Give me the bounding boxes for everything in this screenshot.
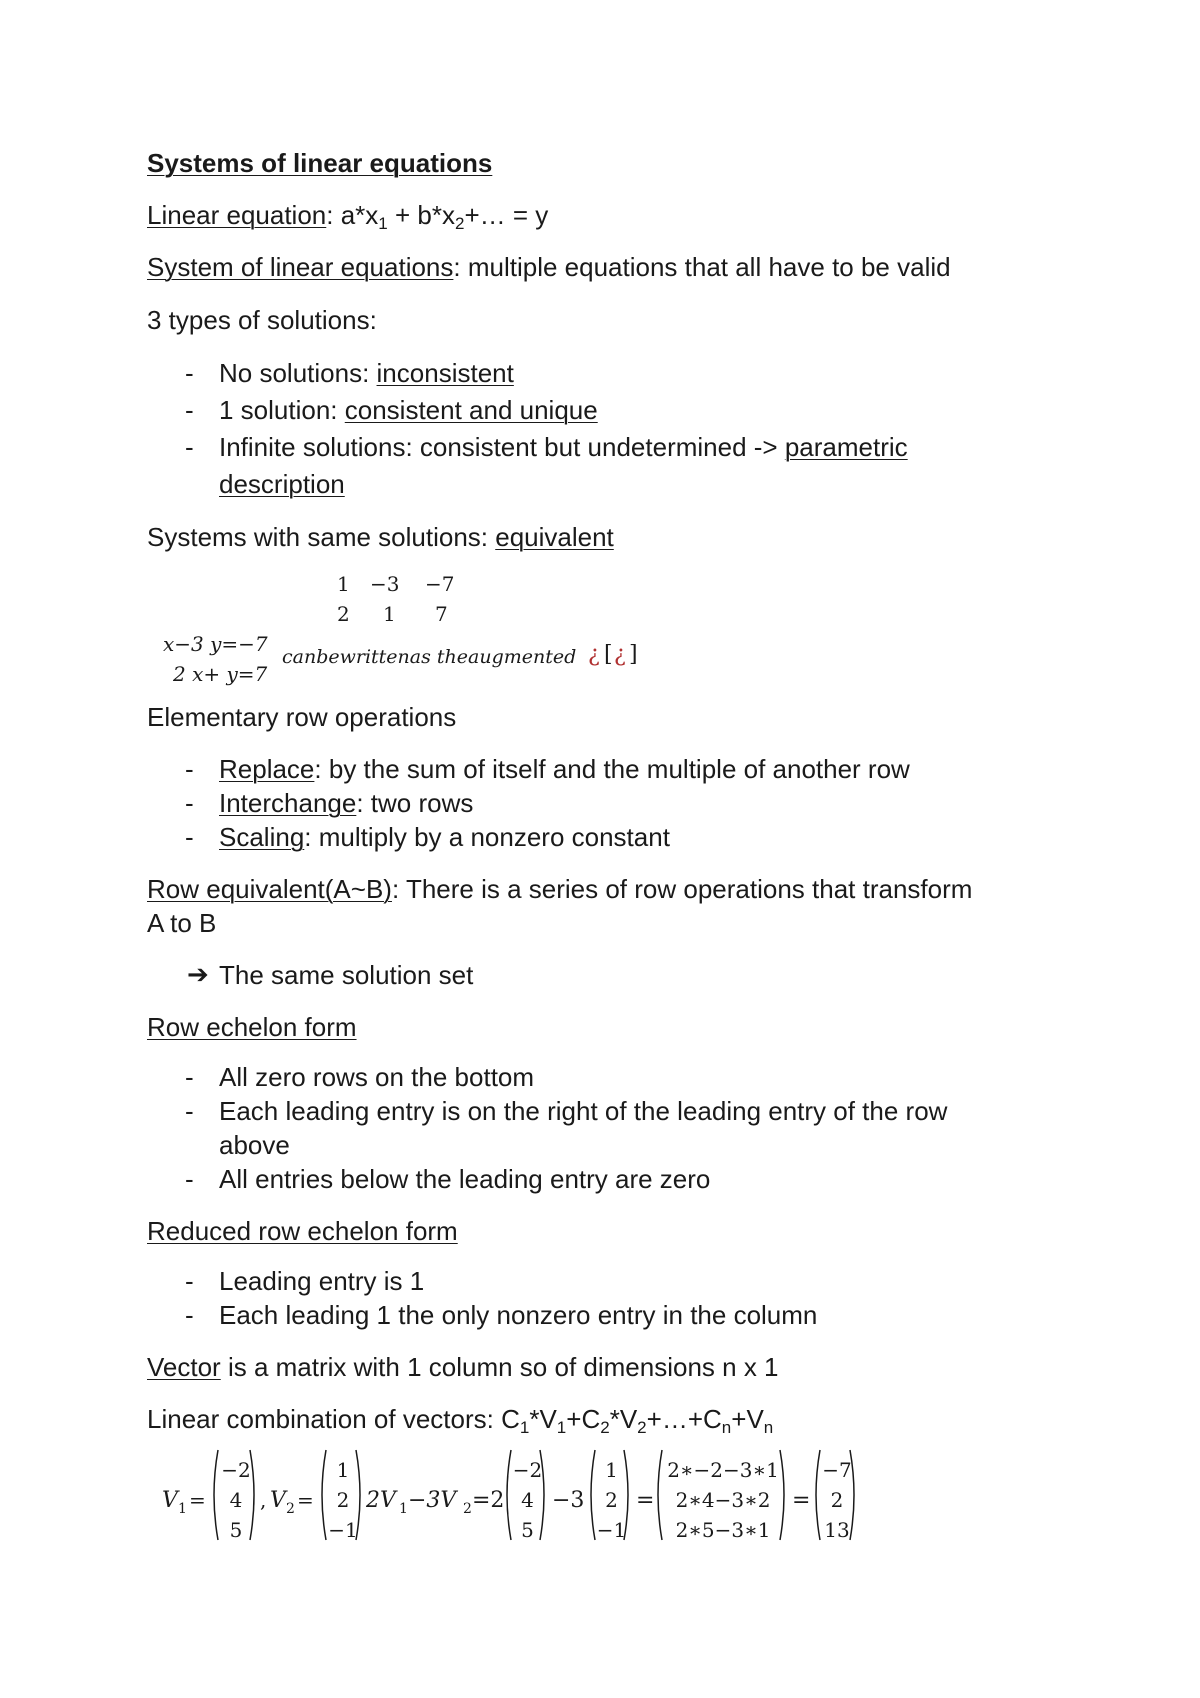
vector-cell: −7 <box>822 1458 852 1482</box>
vector-cell: 5 <box>521 1518 534 1542</box>
list-dash: - <box>185 1164 194 1194</box>
linear-equation-term: Linear equation <box>147 200 327 230</box>
right-paren <box>780 1450 784 1540</box>
list-item-text: All entries below the leading entry are zero <box>219 1164 711 1194</box>
comma: , <box>260 1488 267 1512</box>
list-item-text: All zero rows on the bottom <box>219 1062 535 1092</box>
page-title: Systems of linear equations <box>147 148 493 178</box>
subscript: n <box>721 1418 732 1437</box>
matrix-cell: 1 <box>383 602 396 626</box>
list-dash: - <box>185 1300 194 1330</box>
list-item-text: No solutions: <box>219 358 377 388</box>
vector-cell: 13 <box>824 1518 850 1542</box>
subscript: 1 <box>519 1418 530 1437</box>
list-item-term: Interchange <box>219 788 357 818</box>
vector-cell: −2 <box>512 1458 543 1482</box>
vector-cell: 2∗4−3∗2 <box>675 1488 771 1512</box>
left-paren <box>591 1450 595 1540</box>
vector-cell: −1 <box>328 1518 358 1542</box>
linear-equation-text: : a*x <box>326 200 379 230</box>
subscript: 1 <box>378 214 388 233</box>
list-item-text: Each leading 1 the only nonzero entry in the column <box>219 1300 818 1330</box>
equals-sign: = <box>636 1488 655 1513</box>
list-item-term: Replace <box>219 754 315 784</box>
subscript: 2 <box>600 1418 610 1437</box>
list-item-term: Scaling <box>219 822 305 852</box>
linear-combination <box>147 1404 774 1437</box>
expression: −3V <box>408 1488 457 1513</box>
lincomb-text: +…+C <box>646 1404 722 1434</box>
rref-heading: Reduced row echelon form <box>147 1216 458 1246</box>
subscript: 2 <box>286 1501 295 1517</box>
list-dash: - <box>185 822 194 852</box>
list-item-text: : by the sum of itself and the multiple of another row <box>314 754 910 784</box>
ref-heading: Row echelon form <box>147 1012 357 1042</box>
matrix-cell: −3 <box>370 572 400 596</box>
row-equivalent-definition <box>147 874 972 904</box>
list-item-term: description <box>219 469 345 499</box>
vector-definition <box>147 1352 779 1382</box>
vector-cell: 4 <box>229 1488 243 1512</box>
left-paren <box>214 1450 218 1540</box>
list-dash: - <box>185 788 194 818</box>
list-item-text: 1 solution: <box>219 395 345 425</box>
subscript: 2 <box>637 1418 647 1437</box>
linear-equation-text: +… = y <box>464 200 549 230</box>
vector-example <box>0 1440 1200 1570</box>
equivalent-term: equivalent <box>495 522 614 552</box>
expression: =2 <box>472 1488 505 1513</box>
list-dash: - <box>185 1062 194 1092</box>
arrow-icon: ➔ <box>187 960 209 990</box>
row-equivalent-term: Row equivalent(A~B) <box>147 874 392 904</box>
system-definition <box>147 252 951 282</box>
subscript: 1 <box>556 1418 567 1437</box>
list-dash: - <box>185 1266 194 1296</box>
list-item-text: Each leading entry is on the right of the leading entry of the row <box>219 1096 948 1126</box>
list-item-term: inconsistent <box>376 358 514 388</box>
augmented-note: canbewrittenas theaugmented <box>282 646 577 668</box>
system-term: System of linear equations <box>147 252 454 282</box>
subscript: 1 <box>399 1501 408 1517</box>
symbol: ¿ <box>588 642 600 667</box>
types-heading: 3 types of solutions: <box>147 305 377 335</box>
list-dash: - <box>185 432 194 462</box>
equals-sign: = <box>189 1488 206 1512</box>
vector-cell: 2 <box>830 1488 844 1512</box>
symbol: ¿ <box>614 642 626 667</box>
vector-cell: 2∗−2−3∗1 <box>667 1458 779 1482</box>
symbol: [ <box>604 642 613 667</box>
equals-sign: = <box>297 1488 314 1512</box>
ero-heading: Elementary row operations <box>147 702 457 732</box>
vector-cell: 2∗5−3∗1 <box>675 1518 771 1542</box>
left-paren <box>658 1450 662 1540</box>
lincomb-text: Linear combination of vectors: C <box>147 1404 520 1434</box>
subscript: 2 <box>454 214 465 233</box>
list-item-term: parametric <box>784 432 908 462</box>
vector-cell: 1 <box>605 1458 618 1482</box>
row-equivalent-text: : There is a series of row operations that transform <box>391 874 973 904</box>
equivalent-definition <box>147 522 614 552</box>
vector-label: V <box>162 1488 178 1513</box>
list-dash: - <box>185 754 194 784</box>
subscript: n <box>763 1418 774 1437</box>
list-item-text: : two rows <box>356 788 474 818</box>
subscript: 1 <box>178 1501 187 1517</box>
arrow-item-text: The same solution set <box>219 960 474 990</box>
list-item-text: above <box>219 1130 290 1160</box>
list-item-text: : multiply by a nonzero constant <box>304 822 670 852</box>
list-item-text: Leading entry is 1 <box>219 1266 425 1296</box>
vector-cell: 2 <box>336 1488 350 1512</box>
list-item-term: consistent and unique <box>344 395 598 425</box>
lincomb-text: +V <box>731 1404 764 1434</box>
vector-text: is a matrix with 1 column so of dimensions n x 1 <box>220 1352 779 1382</box>
lincomb-text: *V <box>529 1404 557 1434</box>
symbol: ] <box>629 642 638 667</box>
row-equivalent-line2: A to B <box>147 908 217 938</box>
left-paren <box>322 1450 326 1540</box>
equation: 2 x+ y=7 <box>173 662 268 686</box>
matrix-cell: 1 <box>337 572 350 596</box>
linear-equation-text: + b*x <box>387 200 455 230</box>
vector-cell: −1 <box>596 1518 627 1542</box>
lincomb-text: *V <box>609 1404 638 1434</box>
vector-cell: 2 <box>605 1488 618 1512</box>
list-item-text: Infinite solutions: consistent but undetermined -> <box>219 432 785 462</box>
equivalent-text: Systems with same solutions: <box>147 522 496 552</box>
left-paren <box>507 1450 511 1540</box>
system-text: : multiple equations that all have to be valid <box>453 252 951 282</box>
list-dash: - <box>185 395 194 425</box>
equation: x−3 y=−7 <box>163 632 268 656</box>
vector-cell: 5 <box>229 1518 243 1542</box>
subscript: 2 <box>463 1501 472 1517</box>
coefficient: −3 <box>552 1488 585 1513</box>
list-dash: - <box>185 1096 194 1126</box>
linear-equation-definition <box>147 200 549 233</box>
vector-term: Vector <box>147 1352 221 1382</box>
matrix-cell: 7 <box>435 602 448 626</box>
lincomb-text: +C <box>566 1404 601 1434</box>
matrix-cell: 2 <box>337 602 350 626</box>
vector-cell: 4 <box>521 1488 534 1512</box>
list-dash: - <box>185 358 194 388</box>
left-paren <box>816 1450 820 1540</box>
matrix-cell: −7 <box>425 572 455 596</box>
expression: 2V <box>366 1488 396 1513</box>
vector-cell: 1 <box>336 1458 350 1482</box>
vector-label: V <box>270 1488 286 1513</box>
equals-sign: = <box>792 1488 811 1513</box>
vector-cell: −2 <box>221 1458 251 1482</box>
